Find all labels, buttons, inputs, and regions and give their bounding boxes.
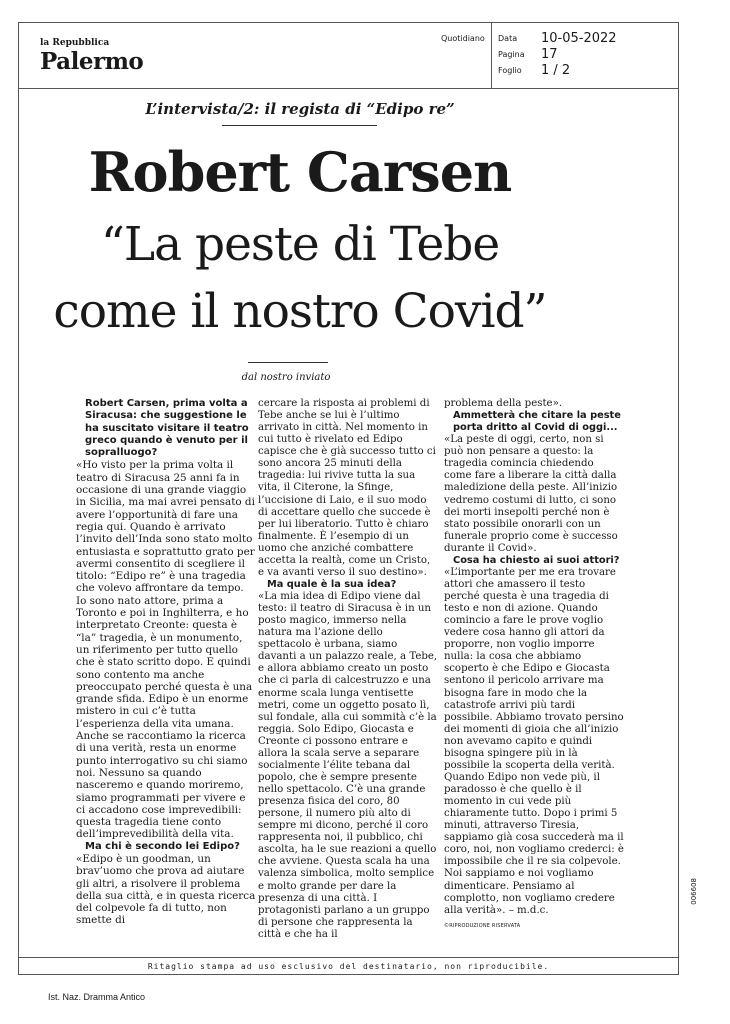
publication-type: Quotidiano	[441, 34, 485, 43]
answer-paragraph: cercare la risposta ai problemi di Tebe anche se lui è l’ultimo arrivato in città. Nel momento in cui tutto è rivelato ed Edipo capisce che è già successo tutto ci sono ancora 25 minuti della tragedia: lui rivive tutta la sua vita, il Citerone, la Sfinge, l’uccisione di Laio, e il suo modo di accettare quello che succede è per lui liberatorio. Tutto è chiaro finalmente. È l’esempio di un uomo che anziché combattere accetta la realtà, come un Cristo, e va avanti verso il suo destino».	[258, 398, 436, 578]
answer-paragraph: «La mia idea di Edipo viene dal testo: il teatro di Siracusa è in un posto magico, immerso nella natura ma l’azione dello spettacolo è urbana, siamo davanti a un palazzo reale, a Tebe, e allora abbiamo creato un posto che ci parla di calcestruzzo e una enorme scala lunga ventisette metri, come un oggetto posato lì, sul fondale, alla cui sommità c’è la reggia. Solo Edipo, Giocasta e Creonte ci possono entrare e allora la scala serve a separare socialmente l’élite tebana dal popolo, che è sempre presente nello spettacolo. C’è una grande presenza fisica del coro, 80 persone, il numero più alto di sempre mi dicono, perché il coro rappresenta noi, il pubblico, chi ascolta, ha le sue reazioni a quello che avviene. Questa scala ha una valenza simbolica, molto semplice e molto grande per dare la presenza di una città. I protagonisti parlano a un gruppo di persone che rappresenta la città e che ha il	[258, 591, 438, 940]
question-paragraph: Cosa ha chiesto ai suoi attori?	[453, 554, 620, 566]
article-column-3	[444, 398, 624, 932]
headline-name: Robert Carsen	[88, 140, 512, 204]
question-paragraph: Robert Carsen, prima volta a Siracusa: che suggestione le ha suscitato visitare il teatro greco quando è venuto per il sopralluogo?	[85, 398, 249, 459]
side-code: 006608	[690, 878, 698, 905]
question-paragraph: Ma chi è secondo lei Edipo?	[85, 840, 240, 852]
meta-separator	[491, 22, 492, 88]
question-paragraph: Ammetterà che citare la peste porta dritto al Covid di oggi...	[453, 410, 621, 434]
article-column-2	[258, 398, 438, 941]
page-value: 17	[541, 47, 558, 62]
byline: dal nostro inviato	[241, 372, 331, 383]
copyright-note: ©RIPRODUZIONE RISERVATA	[444, 922, 521, 929]
byline-rule	[248, 362, 328, 363]
answer-paragraph: «La peste di oggi, certo, non si può non pensare a questo: la tragedia comincia chiedendo come fare a liberare la città dalla maledizione della peste. All’inizio vedremo costumi di lutto, ci sono dei morti insepolti perché non è stato possibile onorarli con un funerale proprio come è successo durante il Covid».	[444, 434, 618, 554]
answer-paragraph: «L’importante per me era trovare attori che amassero il testo perché questa è una tragedia di testo e non di azione. Quando comincio a fare le prove voglio vedere cosa hanno gli attori da proporre, non voglio imporre nulla: la cosa che abbiamo scoperto è che Edipo e Giocasta sentono il pericolo arrivare ma bisogna fare in modo che la catastrofe arrivi più tardi possibile. Abbiamo trovato persino dei momenti di gioia che all’inizio non avevamo capito e quindi bisogna spingere più in là possibile la scoperta della verità. Quando Edipo non vede più, il paradosso è che quello è il momento in cui vede più chiaramente tutto. Dopo i primi 5 minuti, attraverso Tiresia, sappiamo già cosa succederà ma il coro, noi, non vogliamo crederci: è impossibile che il re sia colpevole. Noi sappiamo e noi vogliamo dimenticare. Pensiamo al complotto, non vogliamo credere alla verità». – m.d.c.	[444, 566, 624, 916]
sheet-value: 1 / 2	[541, 63, 571, 78]
masthead-small: la Repubblica	[40, 38, 110, 48]
page-label: Pagina	[498, 50, 525, 59]
headline-quote-line2: come il nostro Covid”	[53, 284, 547, 339]
article-kicker: L’intervista/2: il regista di “Edipo re”	[145, 100, 455, 118]
answer-paragraph: «Edipo è un goodman, un brav’uomo che prova ad aiutare gli altri, a risolvere il problema della sua città, e in questa ricerca del colpevole fa di tutto, non smette di	[76, 852, 256, 927]
sheet-label: Foglio	[498, 66, 522, 75]
masthead-title: Palermo	[40, 48, 144, 75]
article-column-1	[76, 398, 256, 927]
header-divider	[18, 88, 679, 89]
source-label: Ist. Naz. Dramma Antico	[48, 992, 146, 1002]
kicker-rule	[222, 125, 377, 126]
answer-paragraph: «Ho visto per la prima volta il teatro di Siracusa 25 anni fa in occasione di una grande viaggio in Sicilia, ma mai avrei pensato di avere l’opportunità di fare una regia qui. Quando è arrivato l’invito dell’Inda sono stato molto entusiasta e soprattutto grato per avermi consentito di scegliere il titolo: “Edipo re” è una tragedia che volevo affrontare da tempo. Io sono nato attore, prima a Toronto e poi in Inghilterra, e ho interpretato Creonte: questa è “la” tragedia, è un monumento, un riferimento per tutto quello che è stato scritto dopo. E quindi sono contento ma anche preoccupato perché questa è una grande sfida. Edipo è un enorme mistero in cui c’è tutta l’esperienza della vita umana. Anche se raccontiamo la ricerca di una verità, resta un enorme punto interrogativo su chi siamo noi. Nessuno sa quando nasceremo e quando moriremo, siamo programmati per vivere e ci accadono cose imprevedibili: questa tragedia tiene conto dell’imprevedibilità della vita.	[76, 459, 255, 841]
date-value: 10-05-2022	[541, 31, 617, 46]
headline-quote-line1: “La peste di Tebe	[100, 217, 500, 272]
footer-disclaimer: Ritaglio stampa ad uso esclusivo del destinatario, non riproducibile.	[18, 957, 679, 976]
date-label: Data	[498, 34, 518, 43]
answer-paragraph: problema della peste».	[444, 398, 563, 409]
question-paragraph: Ma quale è la sua idea?	[267, 578, 397, 590]
